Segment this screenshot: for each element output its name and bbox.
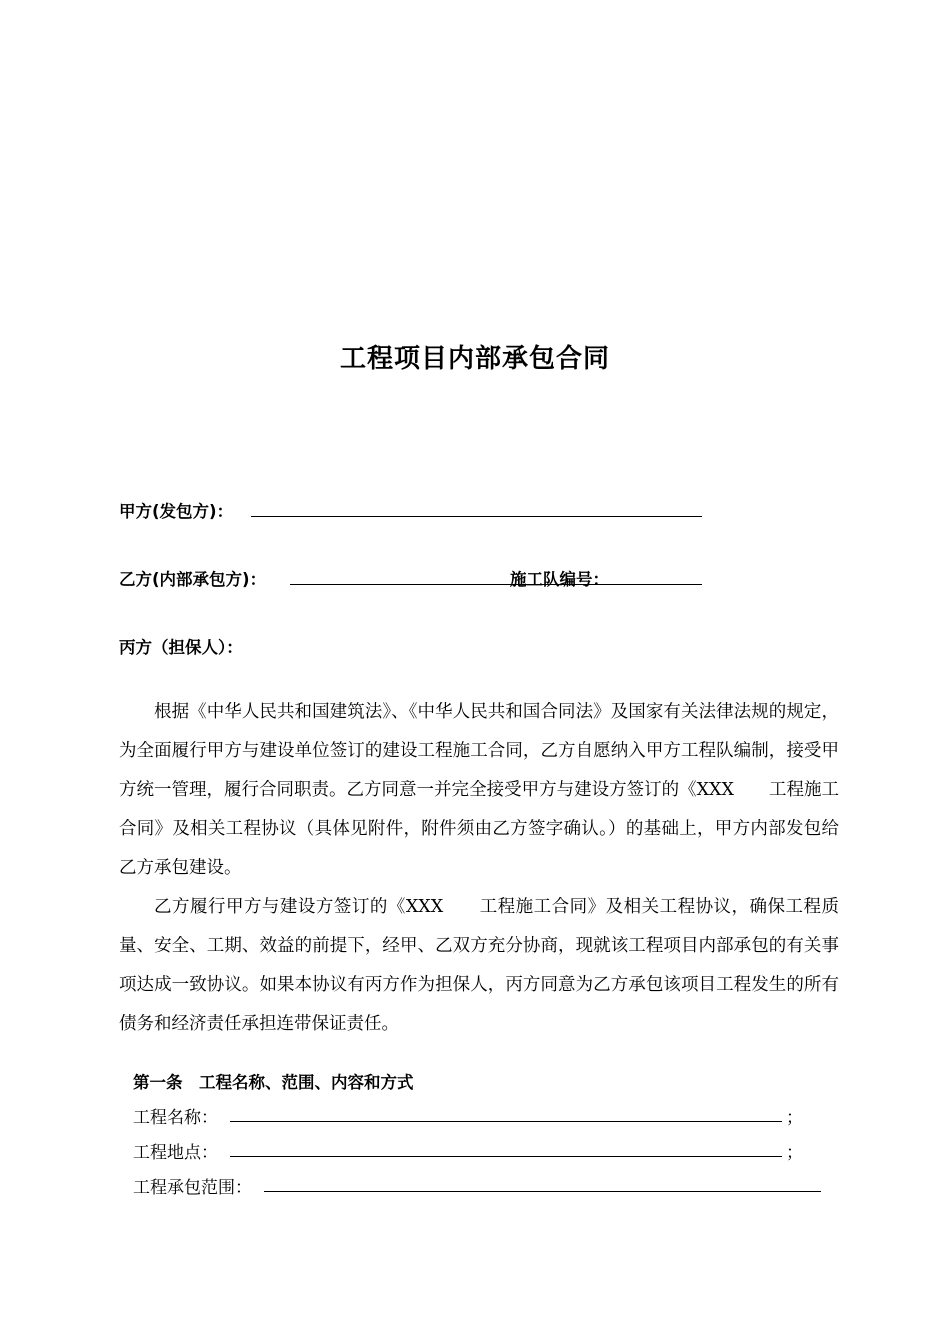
party-a-label: 甲方(发包方)： bbox=[119, 502, 234, 521]
project-name-label: 工程名称： bbox=[133, 1108, 218, 1128]
party-b-label: 乙方(内部承包方)： bbox=[119, 570, 267, 589]
preamble-paragraph-1: 根据《中华人民共和国建筑法》、《中华人民共和国合同法》及国家有关法律法规的规定，为全面履行甲方与建设单位签订的建设工程施工合同，乙方自愿纳入甲方工程队编制，接受甲方统一管理，履行合同职责。乙方同意一并完全接受甲方与建设方签订的《XXX 工程施工合同》及相关工程协议（具体见附件，附件须由乙方签字确认。）的基础上，甲方内部发包给乙方承包建设。 bbox=[119, 702, 839, 878]
project-location-label: 工程地点： bbox=[133, 1143, 218, 1163]
party-c-label: 丙方（担保人）： bbox=[119, 638, 243, 657]
project-name-end: ； bbox=[786, 1108, 803, 1128]
document-title: 工程项目内部承包合同 bbox=[339, 344, 610, 374]
preamble bbox=[119, 693, 839, 1044]
team-number-label: 施工队编号： bbox=[510, 570, 609, 589]
project-scope-label: 工程承包范围： bbox=[133, 1178, 252, 1198]
party-b-blank[interactable] bbox=[290, 565, 702, 585]
party-a-blank[interactable] bbox=[251, 497, 702, 517]
project-name-blank[interactable] bbox=[230, 1101, 782, 1122]
project-location-blank[interactable] bbox=[230, 1136, 782, 1157]
preamble-paragraph-2: 乙方履行甲方与建设方签订的《XXX 工程施工合同》及相关工程协议，确保工程质量、安全、工期、效益的前提下，经甲、乙双方充分协商，现就该工程项目内部承包的有关事项达成一致协议。如果本协议有丙方作为担保人，丙方同意为乙方承包该项目工程发生的所有债务和经济责任承担连带保证责任。 bbox=[119, 897, 839, 1034]
article-1-heading: 第一条 工程名称、范围、内容和方式 bbox=[133, 1073, 414, 1092]
project-location-end: ； bbox=[786, 1143, 803, 1163]
project-scope-blank[interactable] bbox=[264, 1171, 821, 1192]
